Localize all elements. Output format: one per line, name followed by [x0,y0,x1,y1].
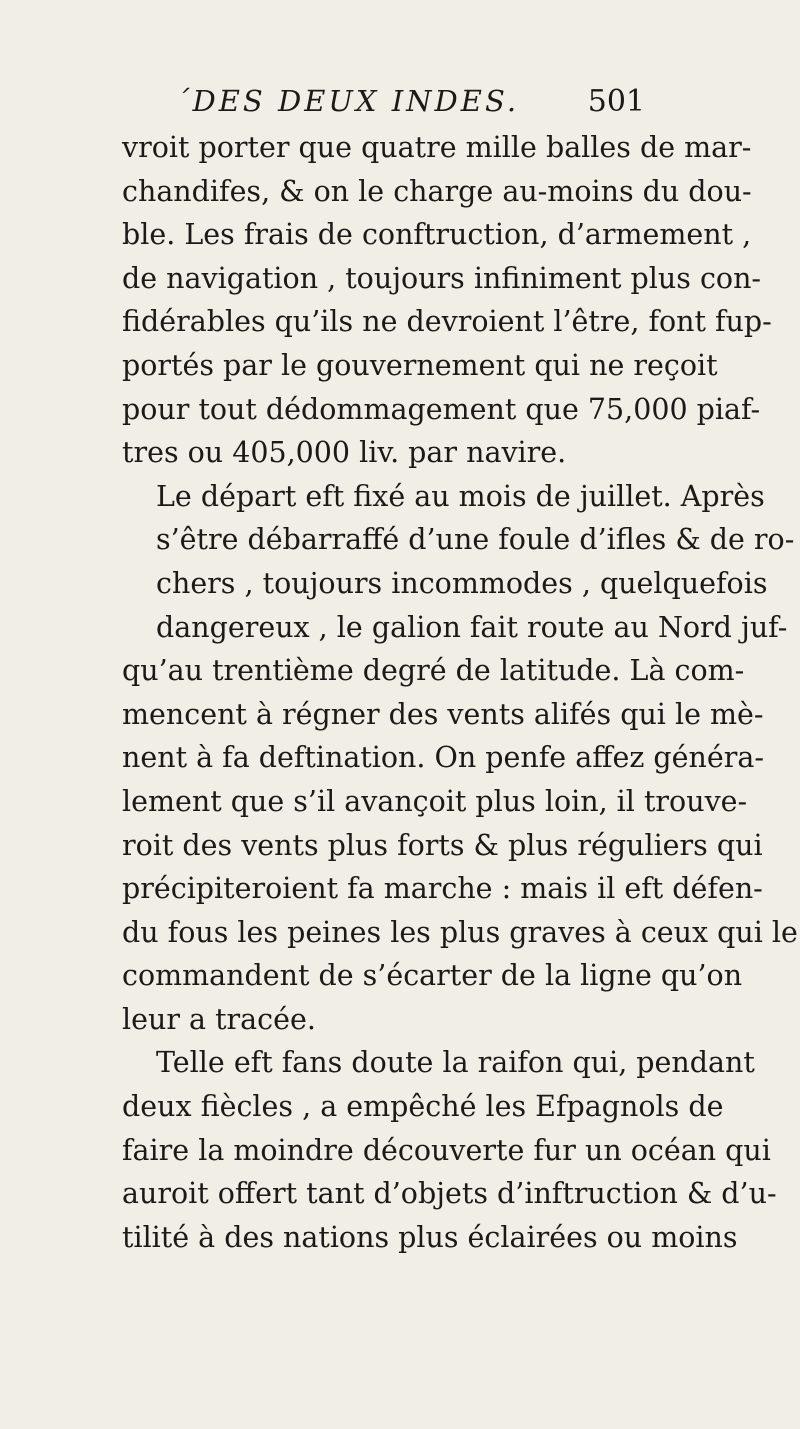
text-line: nent à fa deftination. On penfe affez généra- [122,741,764,775]
text-line: qu’au trentième degré de latitude. Là com- [122,654,745,688]
page-header [175,84,645,124]
running-title: ´DES DEUX INDES. [175,84,520,118]
text-line: précipiteroient fa marche : mais il eft défen- [122,872,763,906]
text-line: tilité à des nations plus éclairées ou moins [122,1220,738,1254]
text-line: faire la moindre découverte fur un océan qui [122,1133,771,1167]
text-line: ble. Les frais de conftruction, d’armement , [122,218,752,252]
text-line: pour tout dédommagement que 75,000 piaf- [122,392,761,426]
text-line: chandifes, & on le charge au-moins du dou- [122,174,752,208]
page-number: 501 [587,84,645,119]
text-line: commandent de s’écarter de la ligne qu’on [122,959,743,993]
text-line: roit des vents plus forts & plus réguliers qui [122,828,763,862]
text-line: deux fiècles , a empêché les Efpagnols de [122,1090,724,1124]
text-line: de navigation , toujours infiniment plus con- [122,261,762,295]
text-line: lement que s’il avançoit plus loin, il trouve- [122,784,748,818]
text-line: fidérables qu’ils ne devroient l’être, font fup- [122,305,772,339]
text-line: tres ou 405,000 liv. par navire. [122,436,567,470]
text-line: leur a tracée. [122,1002,316,1036]
body-text [122,126,798,1259]
text-line: s’être débarraffé d’une foule d’ifles & de ro- [156,523,795,557]
text-line: mencent à régner des vents alifés qui le mè- [122,697,764,731]
text-line: du fous les peines les plus graves à ceux qui le [122,915,798,949]
text-line: vroit porter que quatre mille balles de mar- [122,131,752,164]
text-line: Le départ eft fixé au mois de juillet. Après [156,479,765,513]
text-line: Telle eft fans doute la raifon qui, pendant [156,1046,755,1080]
text-line: chers , toujours incommodes , quelquefois [156,566,768,600]
text-line: auroit offert tant d’objets d’inftruction & d’u- [122,1177,777,1211]
text-line: dangereux , le galion fait route au Nord juf- [156,610,788,644]
text-line: portés par le gouvernement qui ne reçoit [122,348,718,382]
